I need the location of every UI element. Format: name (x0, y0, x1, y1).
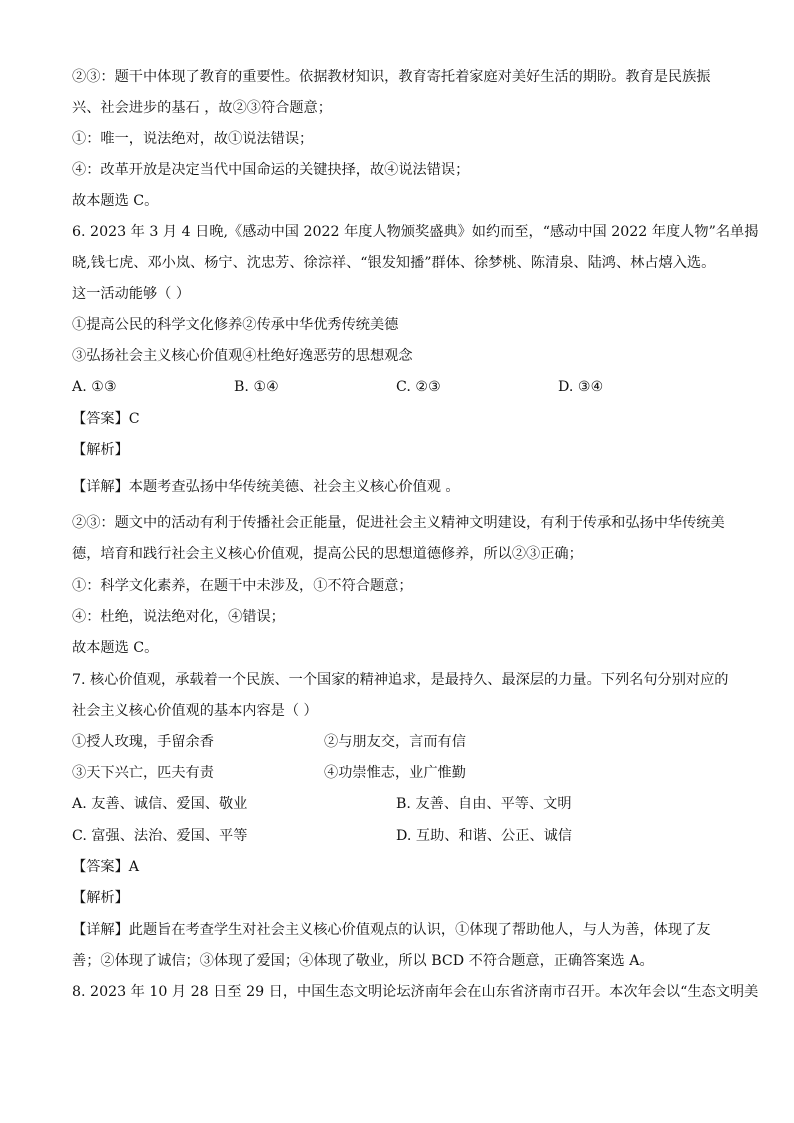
answer-label: 【答案】A (72, 859, 139, 875)
question-7-stem: 7. 核心价值观，承载着一个民族、一个国家的精神追求，是最持久、最深层的力量。下列名句分别对应的 (72, 672, 729, 688)
q7-item-4: ④功崇惟志，业广惟勤 (324, 765, 466, 781)
question-7-stem: 社会主义核心价值观的基本内容是（ ） (72, 703, 318, 719)
q7-option-b: B. 友善、自由、平等、文明 (396, 796, 572, 812)
q7-option-c: C. 富强、法治、爱国、平等 (72, 828, 248, 844)
text-line: 故本题选 C。 (72, 193, 159, 209)
text-line: 兴、社会进步的基石 ，故②③符合题意； (72, 100, 332, 116)
text-line: ①：唯一，说法绝对，故①说法错误； (72, 131, 314, 147)
question-6-stem: 晓,钱七虎、邓小岚、杨宁、沈忠芳、徐淙祥、“银发知播”群体、徐梦桃、陈清泉、陆鸿、林占熺入选。 (72, 255, 716, 271)
q6-option-d: D. ③④ (558, 379, 604, 395)
q7-item-1: ①授人玫瑰，手留余香 (72, 734, 214, 750)
text-line: ②③：题文中的活动有利于传播社会正能量，促进社会主义精神文明建设，有利于传承和弘扬中华传统美 (72, 515, 725, 531)
detail-line: 【详解】本题考查弘扬中华传统美德、社会主义核心价值观 。 (72, 479, 460, 495)
answer-label: 【答案】C (72, 411, 140, 427)
question-6-stem: 6. 2023 年 3 月 4 日晚,《感动中国 2022 年度人物颁奖盛典》如约而至，“感动中国 2022 年度人物”名单揭 (72, 224, 759, 240)
text-line: ②③：题干中体现了教育的重要性。依据教材知识，教育寄托着家庭对美好生活的期盼。教育是民族振 (72, 69, 711, 85)
q6-option-b: B. ①④ (234, 379, 279, 395)
q7-option-d: D. 互助、和谐、公正、诚信 (396, 828, 572, 844)
q6-option-c: C. ②③ (396, 379, 441, 395)
text-line: ④：改革开放是决定当代中国命运的关键抉择，故④说法错误； (72, 162, 470, 178)
text-line: 善；②体现了诚信；③体现了爱国；④体现了敬业，所以 BCD 不符合题意，正确答案选 A。 (72, 953, 654, 969)
text-line: 德，培育和践行社会主义核心价值观，提高公民的思想道德修养，所以②③正确； (72, 546, 583, 562)
question-6-item: ③弘扬社会主义核心价值观④杜绝好逸恶劳的思想观念 (72, 348, 413, 364)
text-line: 故本题选 C。 (72, 640, 159, 656)
analysis-label: 【解析】 (72, 442, 129, 458)
question-6-item: ①提高公民的科学文化修养②传承中华优秀传统美德 (72, 317, 399, 333)
text-line: ④：杜绝，说法绝对化，④错误； (72, 609, 285, 625)
question-6-stem: 这一活动能够（ ） (72, 286, 191, 302)
analysis-label: 【解析】 (72, 890, 129, 906)
text-line: ①：科学文化素养，在题干中未涉及，①不符合题意； (72, 578, 413, 594)
q7-option-a: A. 友善、诚信、爱国、敬业 (72, 796, 248, 812)
q6-option-a: A. ①③ (72, 379, 117, 395)
question-8-stem: 8. 2023 年 10 月 28 日至 29 日，中国生态文明论坛济南年会在山东省济南市召开。本次年会以“生态文明美 (72, 984, 759, 1000)
q7-item-3: ③天下兴亡，匹夫有责 (72, 765, 214, 781)
detail-line: 【详解】此题旨在考查学生对社会主义核心价值观点的认识，①体现了帮助他人，与人为善，体现了友 (72, 922, 711, 938)
q7-item-2: ②与朋友交，言而有信 (324, 734, 466, 750)
